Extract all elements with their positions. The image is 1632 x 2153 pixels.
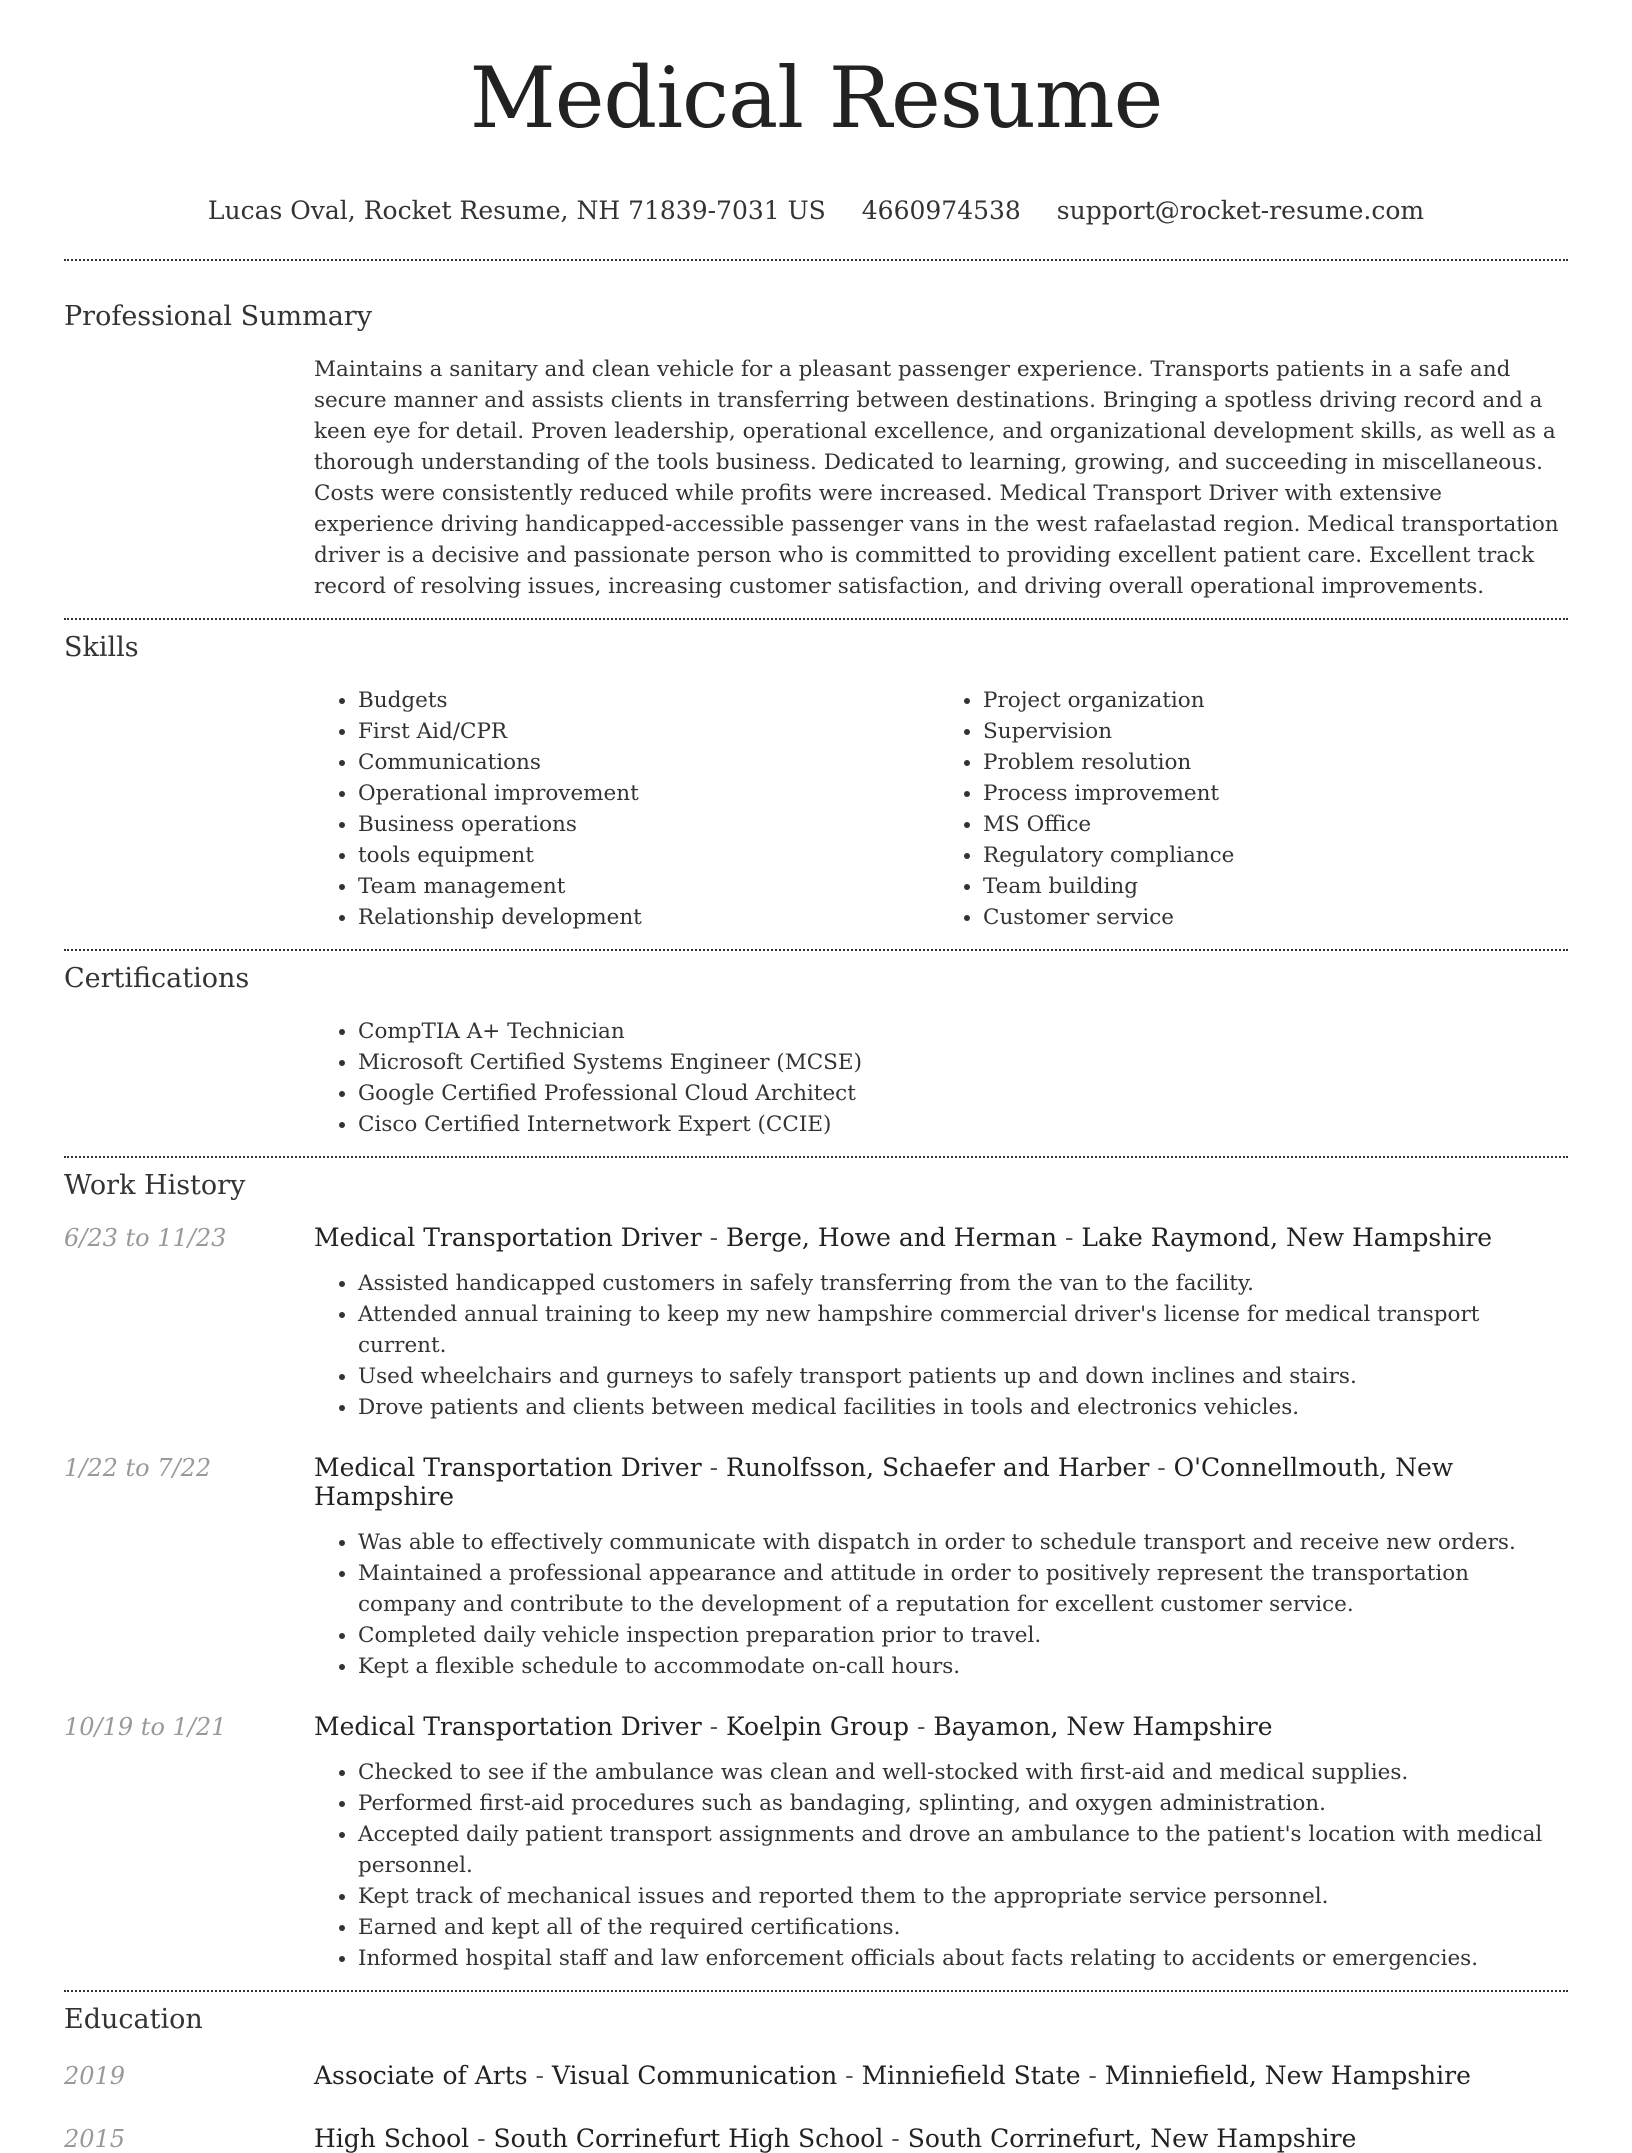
education-location: Minniefield, New Hampshire: [1104, 2061, 1471, 2091]
list-item: • Earned and kept all of the required certifications.: [358, 1912, 1564, 1943]
divider: [64, 259, 1568, 261]
list-item: • Supervision: [983, 716, 1564, 747]
education-entry: [64, 2061, 1568, 2090]
contact-email: support@rocket-resume.com: [1056, 196, 1425, 226]
skills-section: [64, 632, 1568, 933]
contact-address: Lucas Oval, Rocket Resume, NH 71839-7031 US: [207, 196, 826, 226]
education-degree: High School: [314, 2124, 470, 2153]
list-item: • Drove patients and clients between medical facilities in tools and electronics vehicles.: [358, 1392, 1564, 1423]
job-heading: [314, 1712, 1564, 1741]
job-bullets: [314, 1757, 1564, 1974]
list-item: • Attended annual training to keep my new hampshire commercial driver's license for medical transport current.: [358, 1299, 1564, 1361]
separator: -: [1080, 2061, 1105, 2091]
education-heading-line: [314, 2124, 1564, 2153]
list-item: • Microsoft Certified Systems Engineer (MCSE): [358, 1047, 1564, 1078]
separator: -: [909, 1712, 934, 1742]
list-item: • Checked to see if the ambulance was clean and well-stocked with first-aid and medical supplies.: [358, 1757, 1564, 1788]
list-item: • Cisco Certified Internetwork Expert (CCIE): [358, 1109, 1564, 1140]
job-entry: [64, 1223, 1568, 1423]
job-company: Berge, Howe and Herman: [726, 1223, 1058, 1253]
list-item: • Kept track of mechanical issues and reported them to the appropriate service personnel.: [358, 1881, 1564, 1912]
separator: -: [701, 1712, 727, 1742]
list-item: • Budgets: [358, 685, 939, 716]
list-item: • Used wheelchairs and gurneys to safely transport patients up and down inclines and stairs.: [358, 1361, 1564, 1392]
work-section: [64, 1170, 1568, 1974]
certifications-heading: Certifications: [64, 963, 250, 995]
list-item: • MS Office: [983, 809, 1564, 840]
summary-text: Maintains a sanitary and clean vehicle for a pleasant passenger experience. Transports patients in a safe and secure manner and assists clients in transferring between destinations. Bringing a spotless driving record and a keen eye for detail. Proven leadership, operational excellence, and organizational development skills, as well as a thorough understanding of the tools business. Dedicated to learning, growing, and succeeding in miscellaneous. Costs were consistently reduced while profits were increased. Medical Transport Driver with extensive experience driving handicapped-accessible passenger vans in the west rafaelastad region. Medical transportation driver is a decisive and passionate person who is committed to providing excellent patient care. Excellent track record of resolving issues, increasing customer satisfaction, and driving overall operational improvements.: [314, 357, 1559, 600]
separator: -: [469, 2124, 494, 2153]
list-item: • Accepted daily patient transport assignments and drove an ambulance to the patient's location with medical personnel.: [358, 1819, 1564, 1881]
job-location: Lake Raymond, New Hampshire: [1081, 1223, 1493, 1253]
list-item: • Team management: [358, 871, 939, 902]
page-title: Medical Resume: [469, 49, 1163, 147]
certifications-section: [64, 963, 1568, 1140]
list-item: • First Aid/CPR: [358, 716, 939, 747]
list-item: • Business operations: [358, 809, 939, 840]
separator: -: [701, 1453, 727, 1483]
education-year: 2019: [64, 2062, 126, 2091]
job-location: Bayamon, New Hampshire: [933, 1712, 1273, 1742]
job-heading: [314, 1223, 1564, 1252]
divider: [64, 618, 1568, 620]
list-item: • Maintained a professional appearance and attitude in order to positively represent the transportation company and contribute to the development of a reputation for excellent customer service.: [358, 1558, 1564, 1620]
list-item: • Communications: [358, 747, 939, 778]
skills-list-right: [939, 685, 1564, 933]
separator: -: [837, 2061, 862, 2091]
skills-list-left: [314, 685, 939, 933]
list-item: • CompTIA A+ Technician: [358, 1016, 1564, 1047]
job-title: Medical Transportation Driver: [314, 1453, 702, 1483]
education-school: Minniefield State: [861, 2061, 1081, 2091]
list-item: • Informed hospital staff and law enforcement officials about facts relating to accidents or emergencies.: [358, 1943, 1564, 1974]
education-entry: [64, 2124, 1568, 2153]
separator: -: [1057, 1223, 1082, 1253]
education-heading-line: [314, 2061, 1564, 2090]
certifications-list: [314, 1016, 1564, 1140]
divider: [64, 949, 1568, 951]
summary-heading: Professional Summary: [64, 301, 372, 333]
education-section: [64, 2004, 1568, 2153]
job-company: Runolfsson, Schaefer and Harber: [726, 1453, 1150, 1483]
contact-line: [64, 196, 1568, 225]
job-entry: [64, 1712, 1568, 1974]
education-degree: Associate of Arts: [314, 2061, 528, 2091]
list-item: • Team building: [983, 871, 1564, 902]
job-dates: 10/19 to 1/21: [64, 1713, 227, 1742]
job-dates: 6/23 to 11/23: [64, 1224, 227, 1253]
education-year: 2015: [64, 2125, 126, 2153]
resume-page: [64, 0, 1568, 2153]
list-item: • Project organization: [983, 685, 1564, 716]
job-company: Koelpin Group: [726, 1712, 909, 1742]
summary-section: [64, 301, 1568, 602]
list-item: • Completed daily vehicle inspection preparation prior to travel.: [358, 1620, 1564, 1651]
list-item: • Was able to effectively communicate with dispatch in order to schedule transport and receive new orders.: [358, 1527, 1564, 1558]
list-item: • Relationship development: [358, 902, 939, 933]
education-heading: Education: [64, 2004, 203, 2036]
list-item: • Operational improvement: [358, 778, 939, 809]
list-item: • Problem resolution: [983, 747, 1564, 778]
education-school: South Corrinefurt High School: [493, 2124, 884, 2153]
divider: [64, 1990, 1568, 1992]
separator: -: [883, 2124, 908, 2153]
job-location: O'Connellmouth, New Hampshire: [314, 1453, 1454, 1512]
list-item: • Kept a flexible schedule to accommodate on-call hours.: [358, 1651, 1564, 1682]
list-item: • Process improvement: [983, 778, 1564, 809]
contact-phone: 4660974538: [861, 196, 1021, 226]
list-item: • tools equipment: [358, 840, 939, 871]
divider: [64, 1156, 1568, 1158]
skills-heading: Skills: [64, 632, 139, 664]
job-heading: [314, 1453, 1564, 1511]
job-title: Medical Transportation Driver: [314, 1223, 702, 1253]
education-field: Visual Communication: [551, 2061, 838, 2091]
job-bullets: [314, 1268, 1564, 1423]
job-bullets: [314, 1527, 1564, 1682]
job-dates: 1/22 to 7/22: [64, 1454, 212, 1483]
job-title: Medical Transportation Driver: [314, 1712, 702, 1742]
separator: -: [701, 1223, 727, 1253]
list-item: • Regulatory compliance: [983, 840, 1564, 871]
job-entry: [64, 1453, 1568, 1682]
separator: -: [1149, 1453, 1174, 1483]
list-item: • Google Certified Professional Cloud Architect: [358, 1078, 1564, 1109]
work-heading: Work History: [64, 1170, 246, 1202]
list-item: • Customer service: [983, 902, 1564, 933]
separator: -: [527, 2061, 552, 2091]
list-item: • Assisted handicapped customers in safely transferring from the van to the facility.: [358, 1268, 1564, 1299]
list-item: • Performed first-aid procedures such as bandaging, splinting, and oxygen administration.: [358, 1788, 1564, 1819]
education-location: South Corrinefurt, New Hampshire: [907, 2124, 1357, 2153]
